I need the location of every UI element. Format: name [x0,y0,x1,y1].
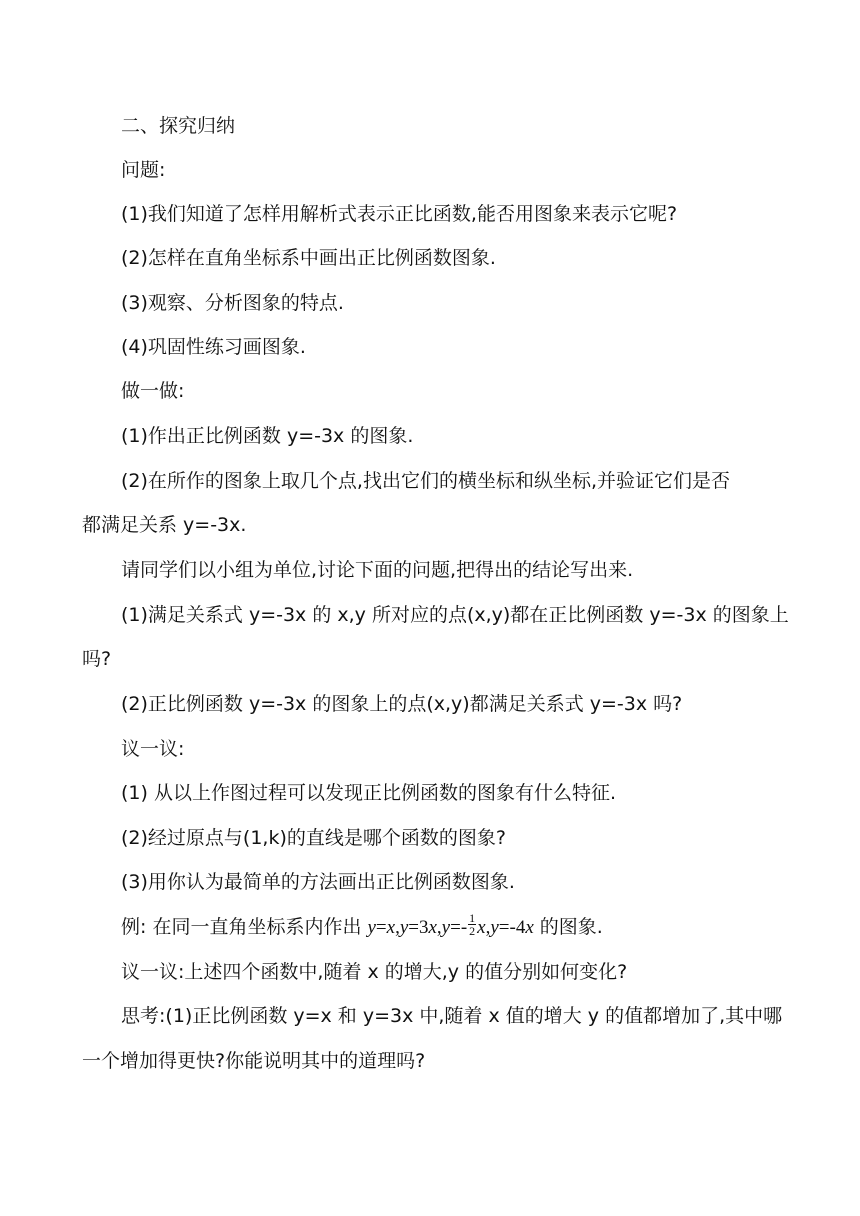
try-it-1: (1)作出正比例函数 y=-3x 的图象. [121,425,414,447]
example-line: 例: 在同一直角坐标系内作出 y=x,y=3x,y=- $\frac{1}{2}$ x,y=-4x 的图象. [121,911,603,938]
discuss-3: (3)用你认为最简单的方法画出正比例函数图象. [121,871,515,893]
try-it-label: 做一做: [121,380,185,402]
problems-label: 问题: [121,159,166,181]
problem-3: (3)观察、分析图象的特点. [121,292,344,314]
think-line-1: 思考:(1)正比例函数 y=x 和 y=3x 中,随着 x 值的增大 y 的值都增加了,其中哪 [121,1005,783,1027]
discuss-1: (1) 从以上作图过程可以发现正比例函数的图象有什么特征. [121,782,616,804]
discuss-change: 议一议:上述四个函数中,随着 x 的增大,y 的值分别如何变化? [121,961,628,983]
think-line-2: 一个增加得更快?你能说明其中的道理吗? [82,1050,426,1072]
discuss-label: 议一议: [121,738,185,760]
try-it-2-line-1: (2)在所作的图象上取几个点,找出它们的横坐标和纵坐标,并验证它们是否 [121,470,730,492]
fraction-one-half: $\frac{1}{2}$ [469,911,476,938]
discussion-2: (2)正比例函数 y=-3x 的图象上的点(x,y)都满足关系式 y=-3x 吗? [121,693,683,715]
discussion-1-line-2: 吗? [82,648,112,670]
problem-4: (4)巩固性练习画图象. [121,336,306,358]
try-it-2-line-2: 都满足关系 y=-3x. [82,514,247,536]
discuss-2: (2)经过原点与(1,k)的直线是哪个函数的图象? [121,827,506,849]
problem-1: (1)我们知道了怎样用解析式表示正比函数,能否用图象来表示它呢? [121,203,678,225]
problem-2: (2)怎样在直角坐标系中画出正比例函数图象. [121,247,496,269]
discussion-1-line-1: (1)满足关系式 y=-3x 的 x,y 所对应的点(x,y)都在正比例函数 y=-3x 的图象上 [121,604,789,626]
example-text: 例: 在同一直角坐标系内作出 [121,916,368,938]
group-discussion-intro: 请同学们以小组为单位,讨论下面的问题,把得出的结论写出来. [121,559,634,581]
section-heading: 二、探究归纳 [121,115,236,137]
